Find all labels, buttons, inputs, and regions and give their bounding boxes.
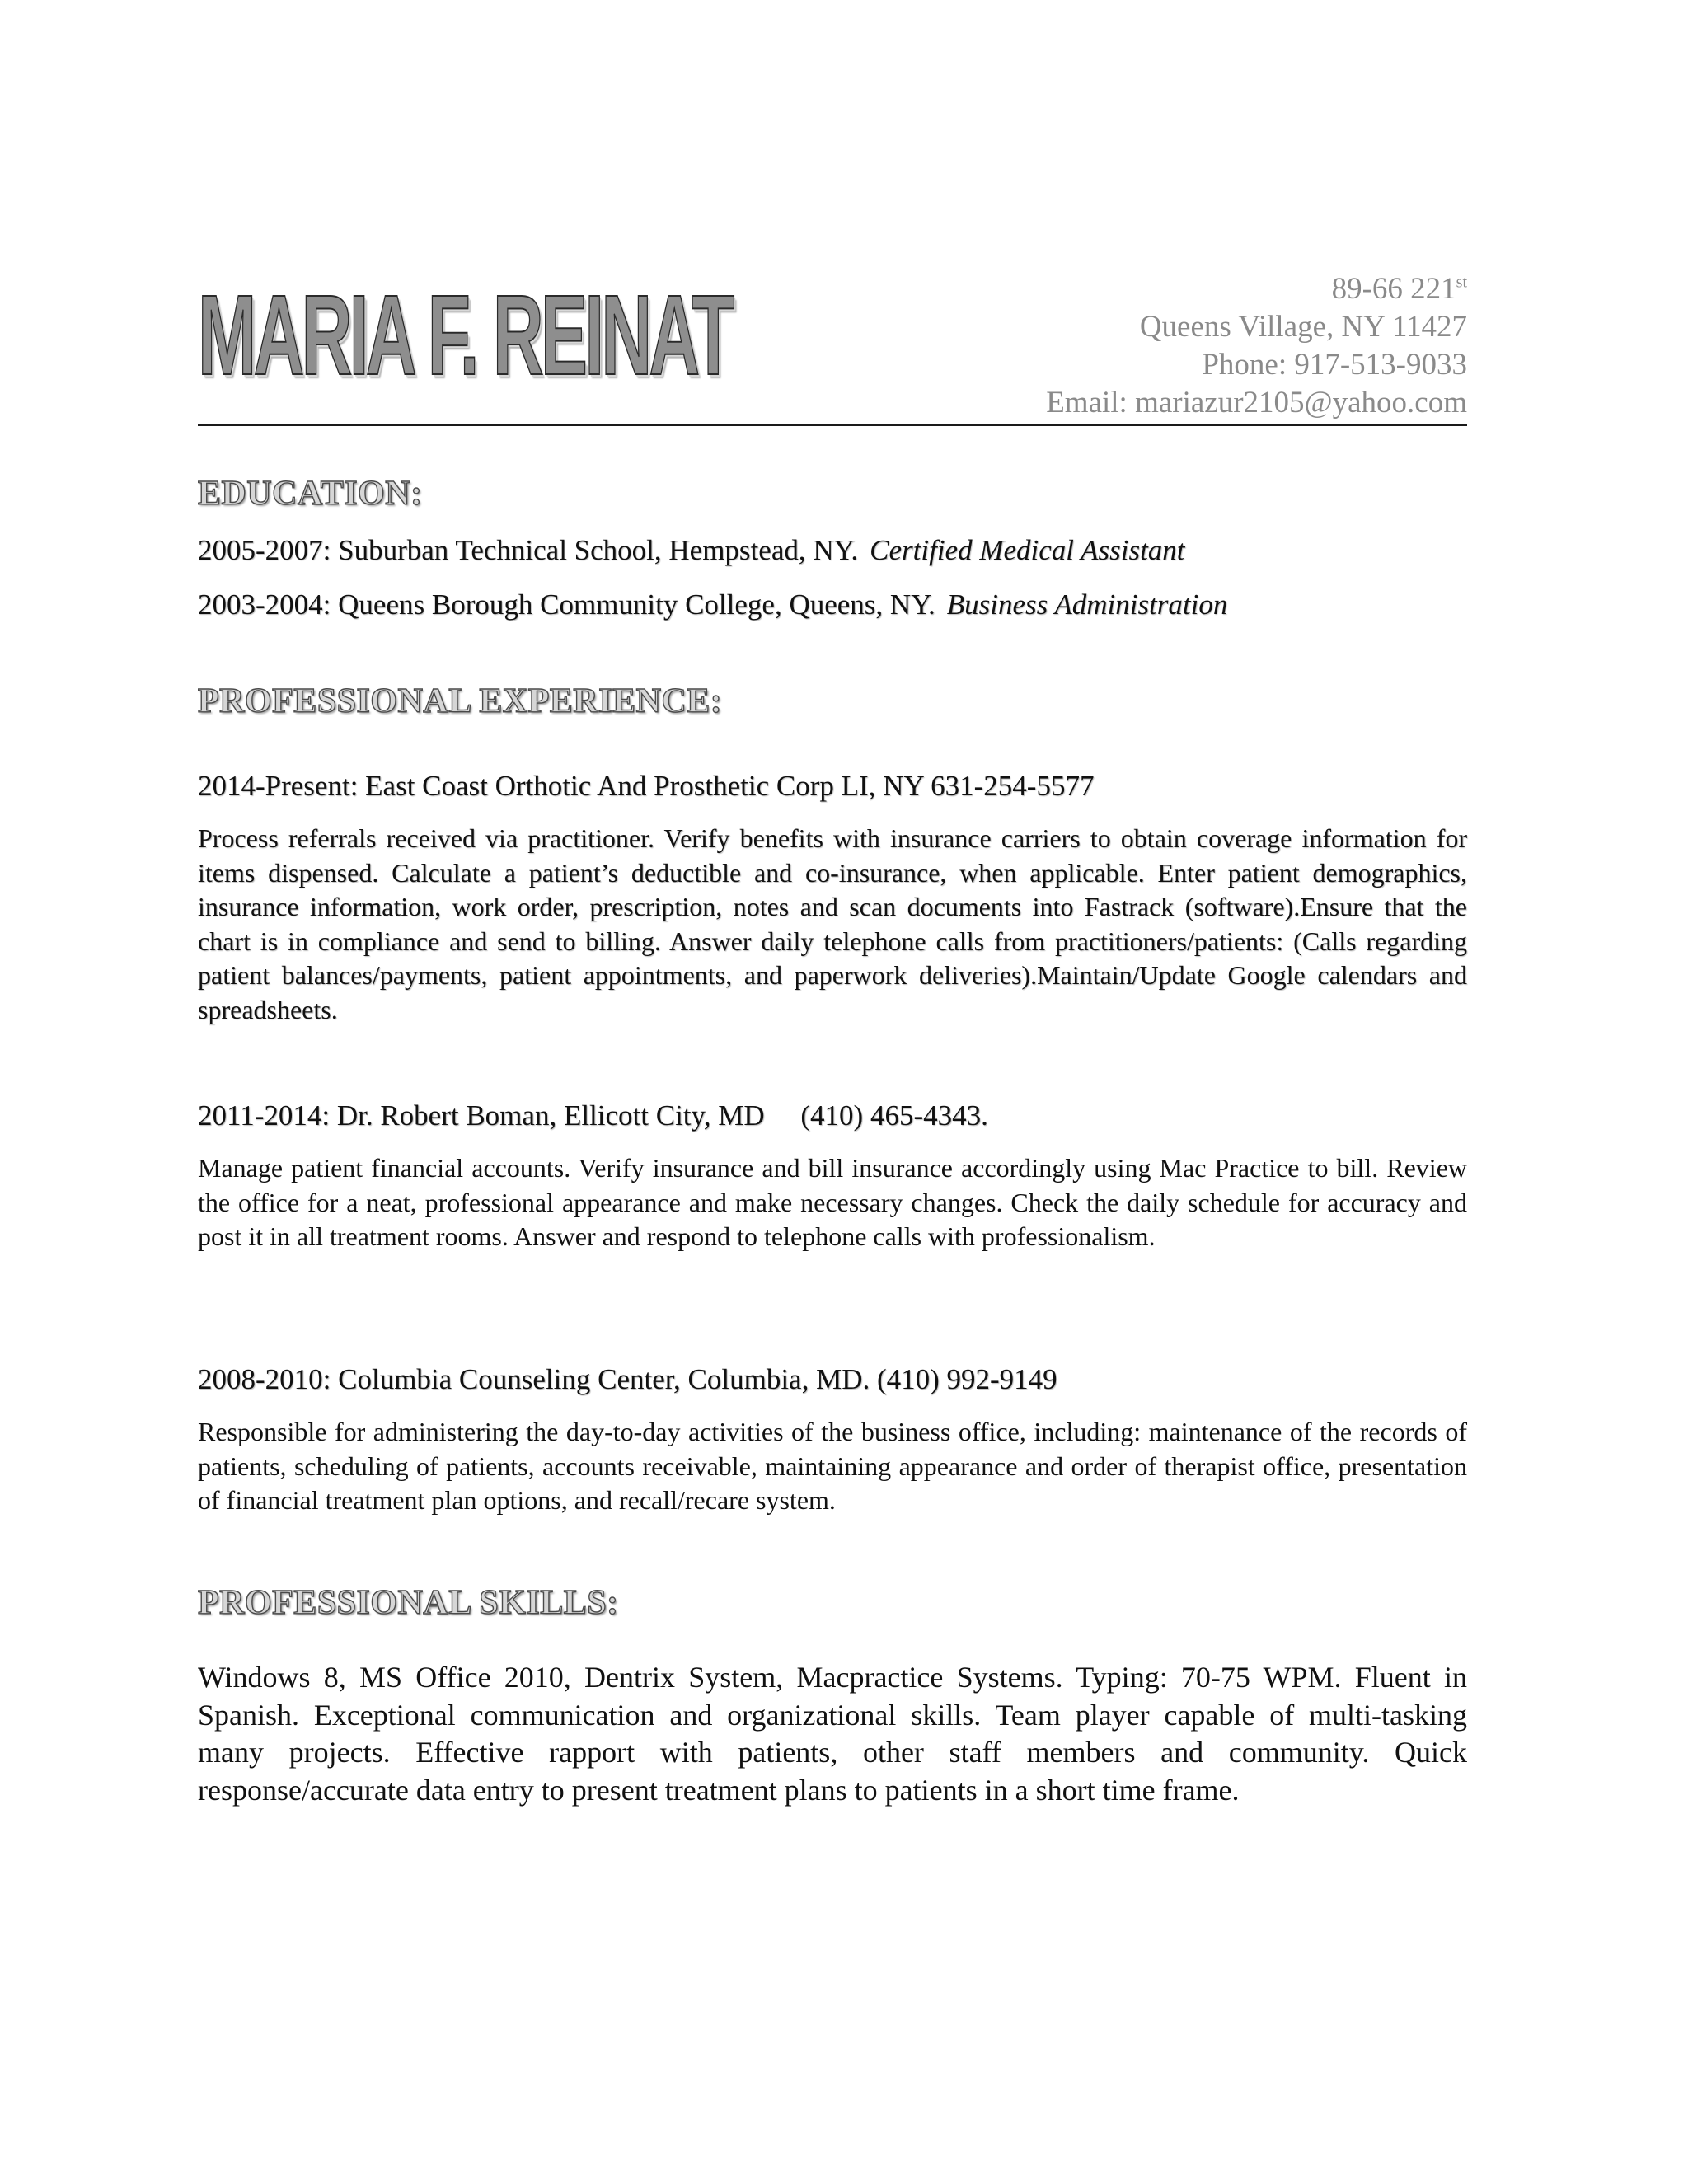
header-divider [198,424,1467,426]
education-entry-text: 2003-2004: Queens Borough Community College, Queens, NY. [198,588,935,621]
address-street-text: 89-66 221 [1331,272,1456,306]
skills-heading: PROFESSIONAL SKILLS: [198,1584,619,1622]
address-street-suffix: st [1456,273,1467,292]
resume-page [198,0,1467,2184]
education-entry-degree: Certified Medical Assistant [870,534,1185,566]
experience-heading: PROFESSIONAL EXPERIENCE: [198,682,723,720]
education-entry [198,590,1227,619]
job-description: Process referrals received via practitioner. Verify benefits with insurance carriers to obtain coverage information for items dispensed. Calculate a patient’s deductible and co-insurance, when applicable. Enter patient demographics, insurance information, work order, prescription, notes and scan documents into Fastrack (software).Ensure that the chart is in compliance and send to billing. Answer daily telephone calls from practitioners/patients: (Calls regarding patient balances/payments, patient appointments, and paperwork deliveries).Maintain/Update Google calendars and spreadsheets. [198,823,1467,1024]
candidate-name: MARIA F. REINAT [198,272,732,399]
skills-text: Windows 8, MS Office 2010, Dentrix System, Macpractice Systems. Typing: 70-75 WPM. Fluent in Spanish. Exceptional communication and organizational skills. Team player capable of multi-tasking many projects. Effective rapport with patients, other staff members and community. Quick response/accurate data entry to present treatment plans to patients in a short time frame. [198,1661,1467,1807]
job-title: 2011-2014: Dr. Robert Boman, Ellicott City, MD (410) 465-4343. [198,1099,988,1132]
email-address: Email: mariazur2105@yahoo.com [1046,386,1467,419]
job-title: 2014-Present: East Coast Orthotic And Prosthetic Corp LI, NY 631-254-5577 [198,770,1095,802]
address-city: Queens Village, NY 11427 [1139,310,1467,344]
education-entry [198,536,1185,565]
resume-header [198,264,1467,425]
education-heading: EDUCATION: [198,475,423,513]
contact-block [1046,270,1467,422]
phone-number: Phone: 917-513-9033 [1202,348,1467,382]
job-description: Responsible for administering the day-to-day activities of the business office, including: maintenance of the records of patients, scheduling of patients, accounts receivable, maintaining appearance and order of therapist office, presentation of financial treatment plan options, and recall/recare system. [198,1417,1467,1515]
education-entry-text: 2005-2007: Suburban Technical School, Hempstead, NY. [198,534,859,566]
address-street [1046,270,1467,308]
job-description: Manage patient financial accounts. Verify insurance and bill insurance accordingly using Mac Practice to bill. Review the office for a neat, professional appearance and make necessary changes. Check the daily schedule for accuracy and post it in all treatment rooms. Answer and respond to telephone calls with professionalism. [198,1153,1467,1251]
job-title: 2008-2010: Columbia Counseling Center, Columbia, MD. (410) 992-9149 [198,1363,1057,1395]
education-entry-degree: Business Administration [946,588,1228,621]
